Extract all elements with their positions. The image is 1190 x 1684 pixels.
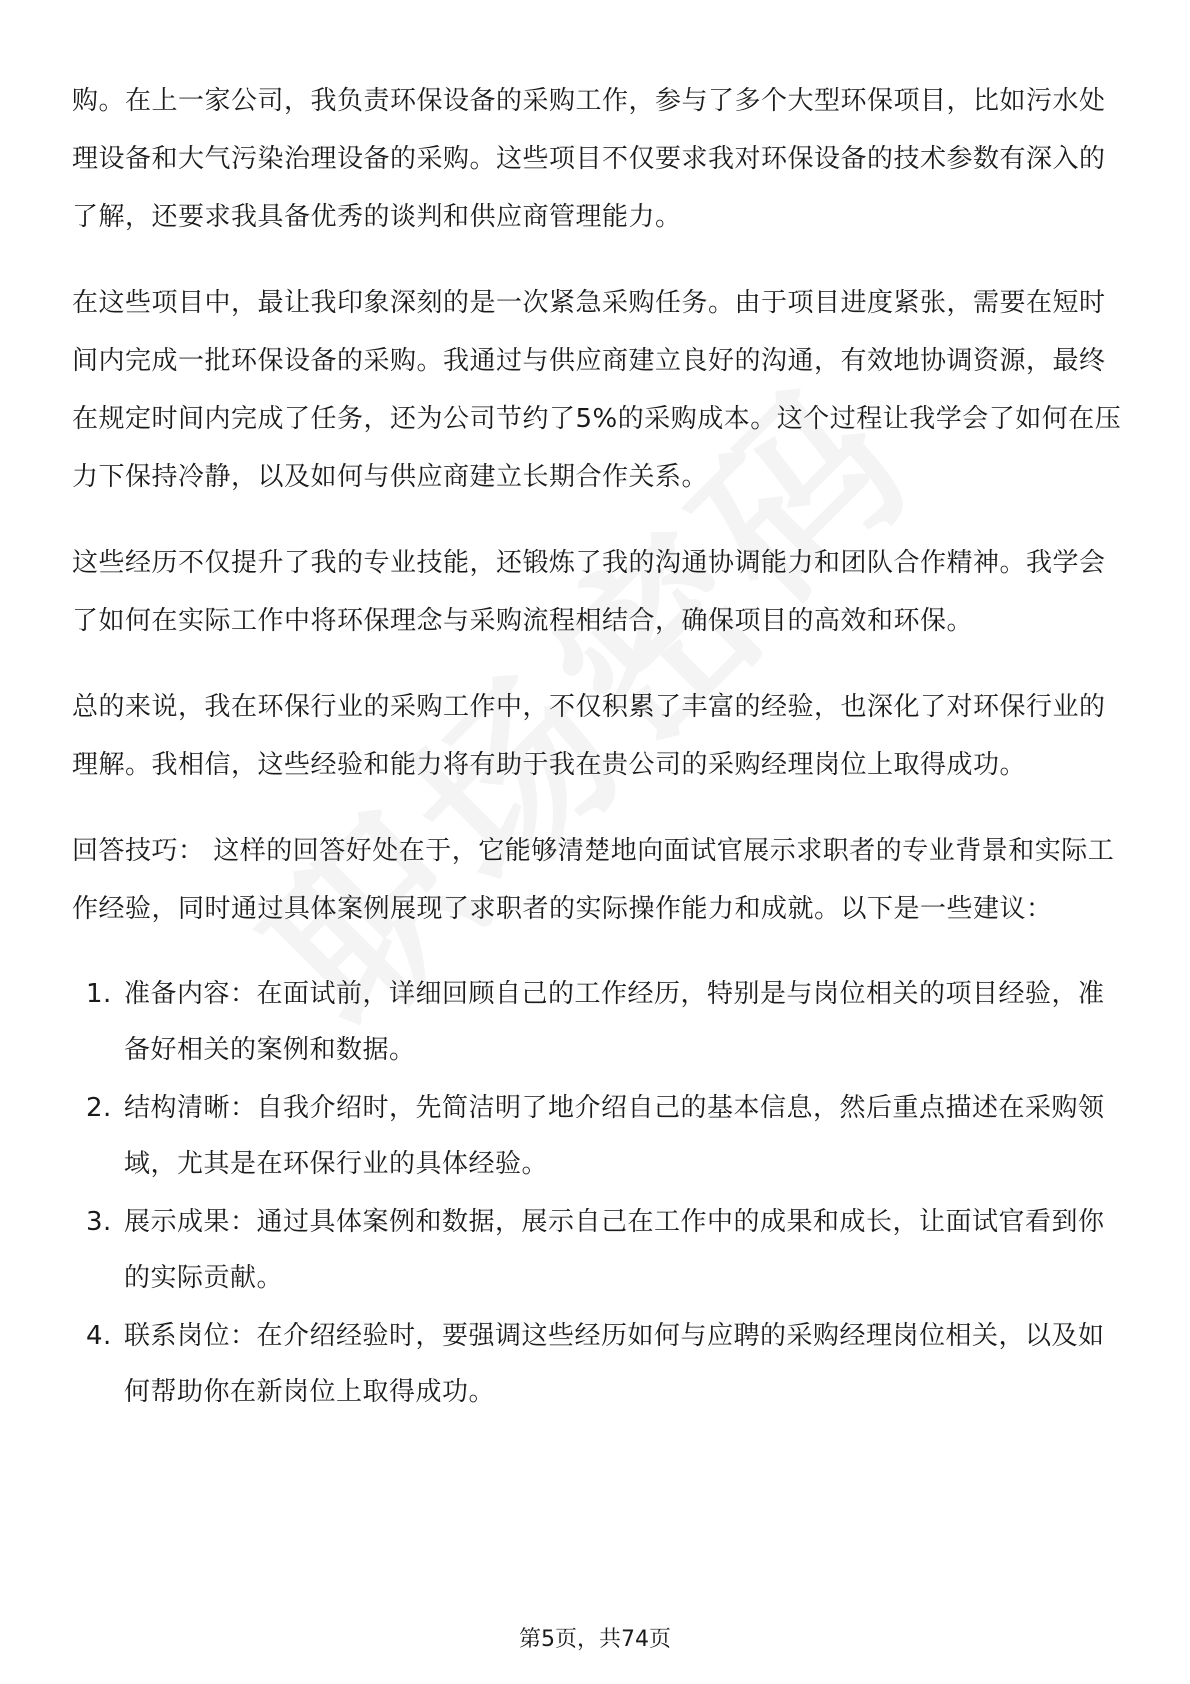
list-number: 2. — [86, 1093, 112, 1123]
list-item — [72, 1194, 1122, 1306]
paragraph-urgent-task: 在这些项目中，最让我印象深刻的是一次紧急采购任务。由于项目进度紧张，需要在短时间内完成一批环保设备的采购。我通过与供应商建立良好的沟通，有效地协调资源，最终在规定时间内完成了任务，还为公司节约了5%的采购成本。这个过程让我学会了如何在压力下保持冷静，以及如何与供应商建立长期合作关系。 — [72, 288, 1122, 492]
paragraph-summary: 总的来说，我在环保行业的采购工作中，不仅积累了丰富的经验，也深化了对环保行业的理解。我相信，这些经验和能力将有助于我在贵公司的采购经理岗位上取得成功。 — [72, 692, 1106, 780]
list-number: 4. — [86, 1321, 112, 1351]
paragraph-procurement-experience: 购。在上一家公司，我负责环保设备的采购工作，参与了多个大型环保项目，比如污水处理设备和大气污染治理设备的采购。这些项目不仅要求我对环保设备的技术参数有深入的了解，还要求我具备优秀的谈判和供应商管理能力。 — [72, 86, 1106, 232]
document-body — [72, 72, 1122, 1422]
list-item-text: 准备内容：在面试前，详细回顾自己的工作经历，特别是与岗位相关的项目经验，准备好相关的案例和数据。 — [124, 979, 1105, 1065]
list-item — [72, 966, 1122, 1078]
list-number: 1. — [86, 979, 112, 1009]
tips-list — [72, 966, 1122, 1420]
list-item-text: 结构清晰：自我介绍时，先简洁明了地介绍自己的基本信息，然后重点描述在采购领域，尤其是在环保行业的具体经验。 — [124, 1093, 1105, 1179]
paragraph-skills-gained: 这些经历不仅提升了我的专业技能，还锻炼了我的沟通协调能力和团队合作精神。我学会了如何在实际工作中将环保理念与采购流程相结合，确保项目的高效和环保。 — [72, 548, 1106, 636]
page-number-footer: 第5页，共74页 — [519, 1627, 671, 1652]
paragraph-answer-tips: 回答技巧： 这样的回答好处在于，它能够清楚地向面试官展示求职者的专业背景和实际工作经验，同时通过具体案例展现了求职者的实际操作能力和成就。以下是一些建议： — [72, 836, 1115, 924]
list-item — [72, 1080, 1122, 1192]
list-number: 3. — [86, 1207, 112, 1237]
list-item — [72, 1308, 1122, 1420]
list-item-text: 展示成果：通过具体案例和数据，展示自己在工作中的成果和成长，让面试官看到你的实际贡献。 — [124, 1207, 1105, 1293]
list-item-text: 联系岗位：在介绍经验时，要强调这些经历如何与应聘的采购经理岗位相关，以及如何帮助你在新岗位上取得成功。 — [124, 1321, 1105, 1407]
